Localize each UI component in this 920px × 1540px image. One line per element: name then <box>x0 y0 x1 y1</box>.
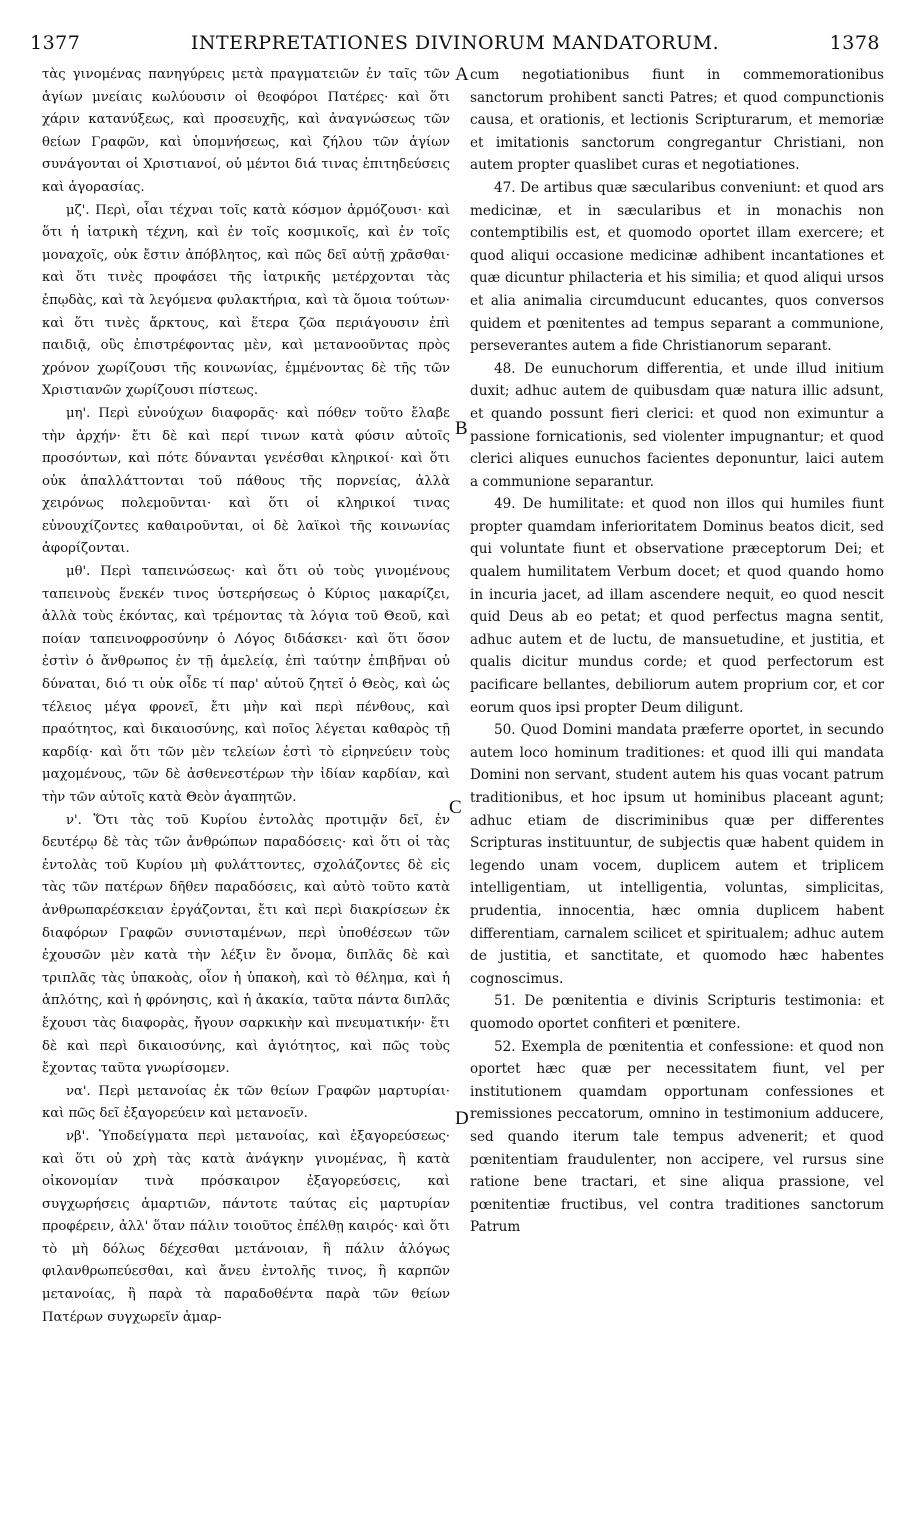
greek-paragraph: μη'. Περὶ εὐνούχων διαφορᾶς· καὶ πόθεν τοῦτο ἔλαβε τὴν ἀρχήν· ἔτι δὲ καὶ περί τινων κατὰ φύσιν αὐτοῖς προσόντων, καὶ πότε δύνανται γενέσθαι κληρικοί· καὶ ὅτι οὐκ ἀπαλλάττονται τοῦ πάθους τῆς πορνείας, ἀλλὰ χειρόνως πολεμοῦνται· καὶ ὅτι οἱ κληρικοί τινας εὐνουχίζοντες καθαιροῦνται, οἱ δὲ λαϊκοὶ τῆς κοινωνίας ἀφορίζονται. <box>42 405 450 557</box>
greek-paragraph: ν'. Ὅτι τὰς τοῦ Κυρίου ἐντολὰς προτιμᾷν δεῖ, ἐν δευτέρῳ δὲ τὰς τῶν ἀνθρώπων παραδόσεις· καὶ ὅτι οἱ τὰς ἐντολὰς τοῦ Κυρίου μὴ φυλάττοντες, σχολάζοντες δὲ εἰς τὰς τῶν πατέρων δῆθεν παραδόσεις, καὶ αὐτὸ τοῦτο κατὰ ἀνθρωπαρέσκειαν ἐργάζονται, ἔτι καὶ περὶ διακρίσεων ἐκ διαφόρων Γραφῶν συνισταμένων, περὶ ὑποθέσεων τῶν ἐχουσῶν μὲν κατὰ τὴν λέξιν ἓν ὄνομα, διπλᾶς δὲ καὶ τριπλᾶς τὰς ὑπακοὰς, οἷον ἡ ὑπακοὴ, καὶ τὸ θέλημα, καὶ ἡ ἁπλότης, καὶ ἡ φρόνησις, καὶ ἡ ἀκακία, ταῦτα πάντα διπλᾶς ἔχουσι τὰς διαφορὰς, ἤγουν σαρκικὴν καὶ πνευματικήν· ἔτι δὲ καὶ περὶ δικαιοσύνης, καὶ ἁγιότητος, καὶ πῶς τοὺς ἔχοντας ταῦτα γνωρίσομεν. <box>42 812 450 1077</box>
margin-marker-a: A <box>455 64 469 85</box>
greek-paragraph: να'. Περὶ μετανοίας ἐκ τῶν θείων Γραφῶν μαρτυρίαι· καὶ πῶς δεῖ ἐξαγορεύειν καὶ μετανοεῖν. <box>42 1083 450 1122</box>
latin-paragraph: 47. De artibus quæ sæcularibus conveniunt: et quod ars medicinæ, et in sæcularibus et in monachis non contemptibilis est, et quomodo oportet illam exercere; et quod aliqui occasione medicinæ adhibent incantationes et quæ dicuntur philacteria et his similia; et quod aliqui ursos et alia animalia circumducunt educantes, quos conversos quidem et pœnitentes ad tempus separant a communione, perseverantes autem a fide Christianorum separant. <box>470 179 884 355</box>
margin-marker-d: D <box>455 1108 469 1129</box>
running-title: INTERPRETATIONES DIVINORUM MANDATORUM. <box>190 32 720 54</box>
greek-paragraph: μθ'. Περὶ ταπεινώσεως· καὶ ὅτι οὐ τοὺς γινομένους ταπεινοὺς ἕνεκέν τινος ὑστερήσεως ὁ Κύριος μακαρίζει, ἀλλὰ τοὺς ἑκόντας, καὶ τρέμοντας τὰ λόγια τοῦ Θεοῦ, καὶ ποίαν ταπεινοφροσύνην ὁ Λόγος διδάσκει· καὶ ὅτι ὅσον ἐστὶν ὁ ἄνθρωπος ἐν τῇ ἀμελείᾳ, ἐπὶ ταύτην ἐπιβῆναι οὐ δύναται, διό τι οὐκ οἶδε τί παρ' αὐτοῦ ζητεῖ ὁ Θεὸς, καὶ ὡς τέλειος μέγα φρονεῖ, ἔτι μὴν καὶ περὶ πένθους, καὶ πραότητος, καὶ δικαιοσύνης, καὶ ποῖος λέγεται καθαρὸς τῇ καρδίᾳ· καὶ ὅτι τῶν μὲν τελείων ἐστὶ τὸ εἰρηνεύειν τοὺς μαχομένους, τῶν δὲ ἀσθενεστέρων τὴν ἰδίαν καρδίαν, καὶ τὴν τῶν αὐτοῖς κατὰ Θεὸν ἀγαπητῶν. <box>42 564 450 805</box>
running-header <box>30 32 880 58</box>
latin-paragraph: 51. De pœnitentia e divinis Scripturis testimonia: et quomodo oportet confiteri et pœnitere. <box>470 993 884 1032</box>
greek-paragraph: μζ'. Περὶ, οἷαι τέχναι τοῖς κατὰ κόσμον ἁρμόζουσι· καὶ ὅτι ἡ ἰατρικὴ τέχνη, καὶ ἐν τοῖς κοσμικοῖς, καὶ ἐν τοῖς μοναχοῖς, οὐκ ἔστιν ἀπόβλητος, καὶ πῶς δεῖ αὐτῇ χρᾶσθαι· καὶ ὅτι τινὲς προφάσει τῆς ἰατρικῆς μετέρχονται τὰς ἐπῳδὰς, καὶ τὰ λεγόμενα φυλακτήρια, καὶ τὰ ὅμοια τούτων· καὶ ὅτι τινὲς ἄρκτους, καὶ ἕτερα ζῶα περιάγουσιν ἐπὶ παιδιᾷ, οὓς ἐπιστρέφοντας μὲν, καὶ μετανοοῦντας πρὸς χρόνον χωρίζουσι τῆς κοινωνίας, ἐμμένοντας δὲ τῆς τῶν Χριστιανῶν χωρίζουσι πίστεως. <box>42 202 450 399</box>
latin-paragraph: 49. De humilitate: et quod non illos qui humiles fiunt propter quamdam inferioritatem Dominus beatos dicit, sed qui voluntate fiunt et observatione præceptorum Dei; et qualem humilitatem Verbum docet; et quod quando homo in incuria jacet, ad illam ascendere nequit, eo quod nescit quid Deus ab eo petat; et quod perfectus magna sentit, adhuc autem et de luctu, de mansuetudine, et justitia, et qualis dicitur mundus corde; et quod perfectorum est pacificare bellantes, debiliorum autem proprium cor, et cor eorum quos ipsi propter Deum diligunt. <box>470 496 884 716</box>
latin-paragraph: 52. Exempla de pœnitentia et confessione: et quod non oportet hæc quæ per necessitatem fiunt, vel per institutionem quamdam opportunam confessiones et remissiones peccatorum, omnino in testimonium adducere, sed quando iterum tale tempus advenerit; et quod pœnitentiam fraudulenter, non accipere, vel rursus sine ratione bene tractari, et sine aliqua prassione, vel pœnitentiæ fructibus, vel contra traditiones sanctorum Patrum <box>470 1038 884 1236</box>
latin-paragraph: cum negotiationibus fiunt in commemorationibus sanctorum prohibent sancti Patres; et quod compunctionis causa, et orationis, et lectionis Scripturarum, et memoriæ et imitationis sanctorum congregantur Christiani, non autem propter quaslibet curas et negotiationes. <box>470 67 884 174</box>
latin-paragraph: 48. De eunuchorum differentia, et unde illud initium duxit; adhuc autem de quibusdam quæ natura illic adsunt, et quando possunt fieri clerici: et quod non eximuntur a passione fornicationis, sed violenter impugnantur; et quod clerici aliques eunuchos facientes deponuntur, laici autem a communione separantur. <box>470 360 884 490</box>
margin-marker-b: B <box>455 418 468 439</box>
greek-column <box>42 64 450 1329</box>
greek-paragraph: τὰς γινομένας πανηγύρεις μετὰ πραγματειῶν ἐν ταῖς τῶν ἁγίων μνείαις κωλύουσιν οἱ θεοφόροι Πατέρες· καὶ ὅτι χάριν κατανύξεως, καὶ προσευχῆς, καὶ ἀναγνώσεως τῶν θείων Γραφῶν, καὶ ὑπομνήσεως, καὶ ζήλου τῶν ἁγίων συνάγονται οἱ Χριστιανοί, οὐ μέντοι διά τινας ἐπιτηδεύσεις καὶ ἀγορασίας. <box>42 67 450 195</box>
latin-column <box>470 64 884 1239</box>
greek-paragraph: νβ'. Ὑποδείγματα περὶ μετανοίας, καὶ ἐξαγορεύσεως· καὶ ὅτι οὐ χρὴ τὰς κατὰ ἀνάγκην γινομένας, ἢ κατὰ οἰκονομίαν τινὰ πρόσκαιρον ἐξαγορεύσεις, καὶ συγχωρήσεις ἁμαρτιῶν, πάντοτε ταύτας εἰς μαρτυρίαν προφέρειν, ἀλλ' ὅταν πάλιν τοιοῦτος ἐπέλθῃ καιρός· καὶ ὅτι τὸ μὴ δόλως δέχεσθαι μετάνοιαν, ἢ πάλιν ἀλόγως φιλανθρωπεύεσθαι, καὶ ἄνευ ἐντολῆς τινος, ἢ καρπῶν μετανοίας, ἢ παρὰ τὰ παραδοθέντα παρὰ τῶν θείων Πατέρων συγχωρεῖν ἁμαρ- <box>42 1128 450 1325</box>
page-number-left: 1377 <box>30 32 81 54</box>
margin-marker-c: C <box>449 797 462 818</box>
latin-paragraph: 50. Quod Domini mandata præferre oportet, in secundo autem loco hominum traditiones: et quod illi qui mandata Domini non servant, student autem his quas vocant patrum traditionibus, et hoc ipsum ut hominibus placeant agunt; adhuc etiam de discriminibus quæ per differentes Scripturas instituuntur, de subjectis quæ habent quidem in legendo unam vocem, duplicem autem et triplicem intelligentiam, ut intelligentia, voluntas, simplicitas, prudentia, innocentia, hæc omnia duplicem habent differentiam, carnalem scilicet et spiritualem; adhuc autem de justitia, et sanctitate, et quomodo hæc habentes cognoscimus. <box>470 722 884 987</box>
page-number-right: 1378 <box>829 32 880 54</box>
